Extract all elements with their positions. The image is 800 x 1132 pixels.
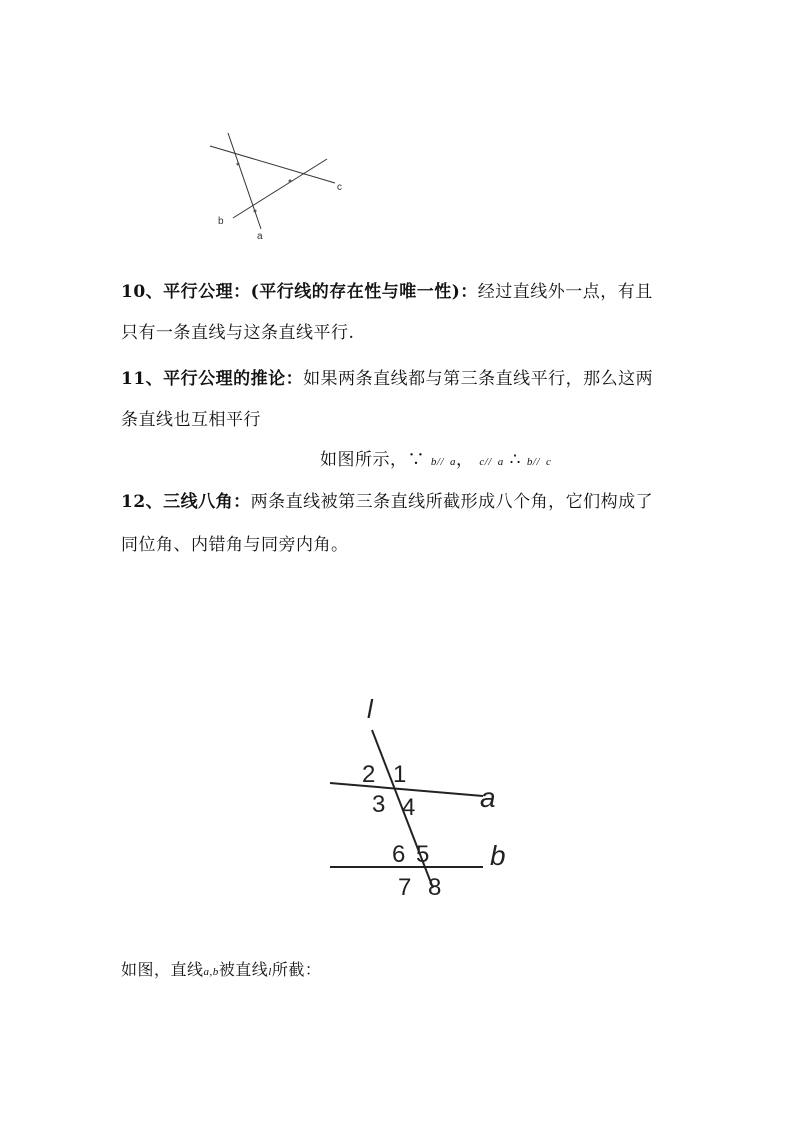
item-12-line1 [121, 487, 653, 512]
therefore-symbol: ∴ [509, 450, 521, 470]
because-symbol: ∵ [407, 450, 425, 470]
item-11-text: 如果两条直线都与第三条直线平行，那么这两 [303, 369, 654, 389]
label-a: a [480, 782, 496, 813]
label-b: b [490, 840, 506, 871]
angle-6: 6 [392, 841, 406, 868]
parallel-symbol: // [532, 456, 541, 468]
item-10-line1 [121, 277, 653, 302]
parallel-symbol: // [436, 456, 445, 468]
label-c: c [337, 182, 342, 193]
caption-suffix: 所截： [271, 960, 322, 979]
label-l: l [367, 694, 373, 724]
tick-mark [289, 180, 292, 183]
angle-1: 1 [393, 761, 407, 788]
var-c: c [545, 456, 552, 468]
angle-5: 5 [416, 841, 430, 868]
caption-var-l: l [268, 966, 272, 978]
var-b: b [430, 456, 437, 468]
label-b: b [218, 216, 224, 227]
item-10-text-cont: 只有一条直线与这条直线平行. [121, 323, 355, 343]
tick-mark [254, 210, 257, 213]
figure-note [320, 445, 551, 470]
comma: ， [455, 450, 474, 470]
item-12-line2 [121, 530, 349, 555]
item-12-title: 12、三线八角： [121, 492, 251, 512]
caption-vars: a,b [203, 966, 219, 978]
line-c [210, 146, 335, 183]
var-c: c [479, 456, 485, 468]
var-a: a [449, 456, 456, 468]
item-11-line1 [121, 364, 653, 389]
note-prefix: 如图所示， [320, 450, 408, 470]
caption-prefix: 如图，直线 [121, 960, 204, 979]
var-b: b [526, 456, 533, 468]
parallel-symbol: // [484, 456, 492, 468]
label-a: a [257, 231, 263, 242]
tick-mark [237, 163, 240, 166]
item-12-text: 两条直线被第三条直线所截形成八个角，它们构成了 [250, 492, 654, 512]
caption-middle: 被直线 [218, 960, 269, 979]
angle-8: 8 [428, 874, 442, 901]
line-a [228, 133, 261, 229]
item-10-text: 经过直线外一点，有且 [477, 282, 653, 302]
figure-three-lines [195, 125, 365, 245]
angle-2: 2 [362, 761, 376, 788]
figure-caption [121, 957, 321, 980]
item-10-title: 10、平行公理：(平行线的存在性与唯一性)： [121, 282, 478, 302]
figure-transversal [320, 690, 540, 925]
angle-3: 3 [372, 791, 386, 818]
angle-7: 7 [398, 874, 412, 901]
item-11-title: 11、平行公理的推论： [121, 369, 304, 389]
item-12-text-cont: 同位角、内错角与同旁内角。 [121, 535, 349, 555]
item-11-line2 [121, 405, 261, 430]
item-11-text-cont: 条直线也互相平行 [121, 410, 261, 430]
angle-4: 4 [402, 794, 416, 821]
item-10-line2 [121, 318, 354, 343]
var-a: a [497, 456, 504, 468]
